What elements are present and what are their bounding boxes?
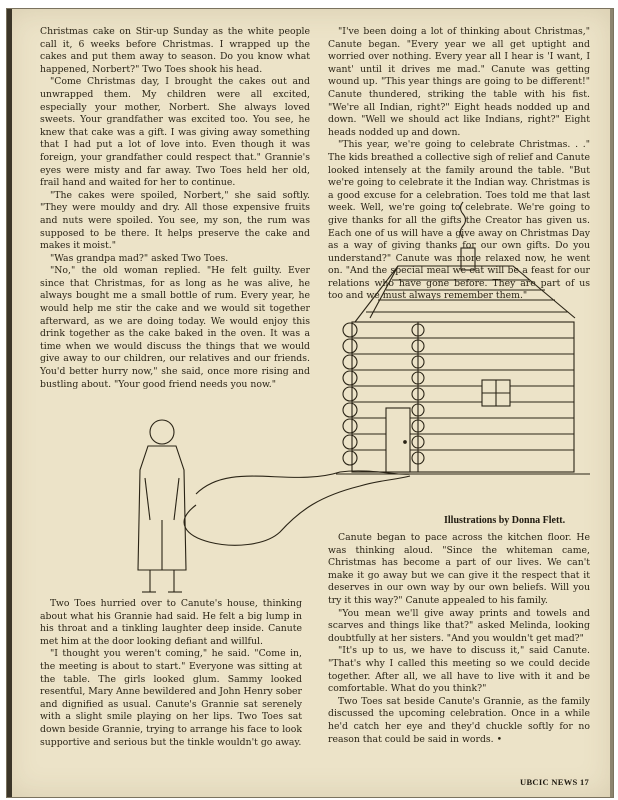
paragraph: "I've been doing a lot of thinking about Christmas," Canute began. "Every year we all get uptight and worried over nothing. Every year all I hear is 'I want, I want' until it drives me mad." Canute was getting wound up. "This year things are going to be different!" Canute thundered, striking the table with his fist. "We're all Indian, right?" Eight heads nodded up and down. "Well we should act like Indians, right?" Eight heads nodded up and down. — [328, 26, 590, 138]
paragraph: Canute began to pace across the kitchen floor. He was thinking aloud. "Since the whiteman came, Christmas has become a part of our lives. We can't make it go away but we can give it the respect that it deserves in our own way by our own beliefs. Will you try it this way?" Canute appealed to his family. — [328, 532, 590, 606]
paragraph: Two Toes sat beside Canute's Grannie, as the family discussed the upcoming celebration. Once in a while he'd catch her eye and they'd chuckle softly for no reason that could be said in words. • — [328, 695, 590, 745]
figure-of-two-toes — [138, 420, 186, 592]
right-column-bottom — [328, 532, 590, 746]
left-column-bottom — [40, 598, 302, 749]
paragraph: Two Toes hurried over to Canute's house, thinking about what his Grannie had said. He felt a big lump in his throat and a tinkling laughter deep inside. Canute met him at the door looking defiant and willful. — [40, 598, 302, 647]
paragraph: "I thought you weren't coming," he said. "Come in, the meeting is about to start." Everyone was sitting at the table. The girls looked glum. Sammy looked resentful, Mary Anne bewildered and John Henry sober and dignified as usual. Canute's Grannie sat serenely with a slight smile playing on her lips. Two Toes sat down beside Grannie, trying to arrange his face to look supportive and serious but the tinkle wouldn't go away. — [40, 648, 302, 748]
cabin-door — [386, 408, 410, 472]
paragraph: Christmas cake on Stir-up Sunday as the white people call it, 6 weeks before Christmas. I wrapped up the cakes and put them away to season. Do you know what happened, Norbert?" Two Toes shook his head. — [40, 26, 310, 75]
paragraph: "The cakes were spoiled, Norbert," she said softly. "They were mouldy and dry. All those expensive fruits and nuts were spoiled. You see, my son, the rum was supposed to be there. It helps preserve the cake and makes it moist." — [40, 189, 310, 252]
right-column-top — [328, 26, 590, 303]
paragraph: "It's up to us, we have to discuss it," said Canute. "That's why I called this meeting so we could decide together. After all, we all have to live with it and be comfortable. What do you think?" — [328, 645, 590, 695]
illustration-credit: Illustrations by Donna Flett. — [444, 515, 566, 526]
paragraph: "This year, we're going to celebrate Christmas. . ." The kids breathed a collective sigh of relief and Canute looked intensely at the family around the table. "But we're going to celebrate it the Indian way. Christmas is a good excuse for a celebration. Toes told me that last week. Well, we're going to celebrate. We're going to give thanks for all the gifts the Creator has given us. Each one of us will have a give away on Christmas Day as a way of giving thanks for our own gifts. Do you understand?" Canute was more relaxed now, he went on. "And the special meal we eat will be a feast for our relations who have gone before. They are part of us too and we must always remember them." — [328, 139, 590, 302]
paragraph: "You mean we'll give away prints and towels and scarves and things like that?" asked Melinda, looking doubtfully at her sisters. "And you wouldn't get mad?" — [328, 607, 590, 644]
page-footer: UBCIC NEWS 17 — [520, 777, 590, 787]
paragraph: "No," the old woman replied. "He felt guilty. Ever since that Christmas, for as long as he was alive, he always bought me a small bottle of rum. Every year, he would help me stir the cake and we would sit together afterward, as we are doing today. We would enjoy this drink together as the cake baked in the oven. It was a time when we would discuss the things that we would give away to our children, our relatives and our friends. You'd better hurry now," she said, once more rising and bustling about. "Your good friend needs you now." — [40, 265, 310, 390]
left-column-top — [40, 26, 310, 391]
paragraph: "Was grandpa mad?" asked Two Toes. — [50, 252, 229, 264]
paragraph: "Come Christmas day, I brought the cakes out and unwrapped them. My children were all excited, especially your mother, Norbert. She always loved sweets. Your grandfather was excited too. You see, he knew that cake was a gift. I was giving away something that I had put a lot of love into. Even though it was foreign, your grandfather could respect that." Grannie's eyes were misty and far away. Two Toes held her old, frail hand and waited for her to continue. — [40, 76, 310, 189]
